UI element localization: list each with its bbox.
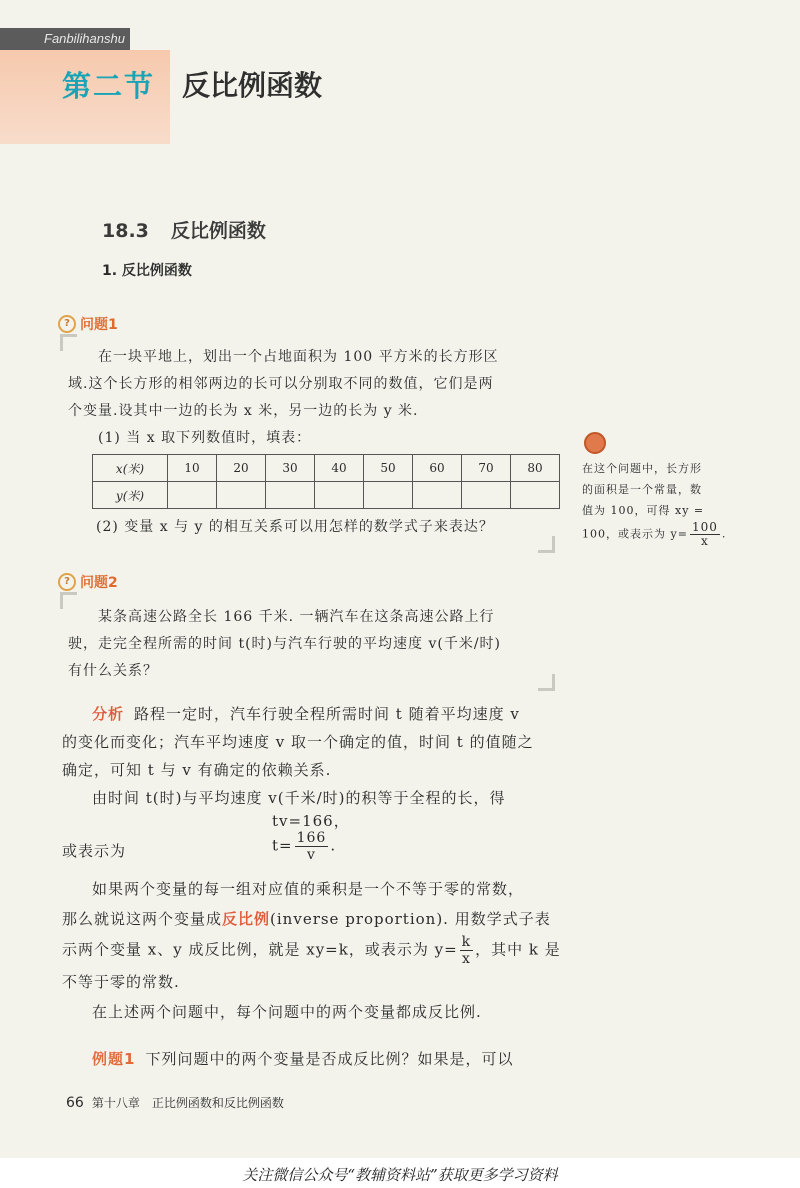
definition-term: 反比例 — [222, 910, 271, 928]
equation-tv: tv=166， — [272, 812, 350, 830]
table-cell — [168, 482, 217, 509]
definition-line3-pre: 示两个变量 x、y 成反比例，就是 xy=k，或表示为 y= — [62, 940, 458, 959]
table-cell: 80 — [511, 455, 560, 482]
table-cell — [364, 482, 413, 509]
table-header-y: y(米) — [93, 482, 168, 509]
section-title: 反比例函数 — [182, 69, 323, 102]
note-icon — [584, 432, 606, 454]
problem1-line3: 个变量.设其中一边的长为 x 米，另一边的长为 y 米. — [68, 403, 419, 419]
definition-line2 — [62, 904, 562, 934]
fraction-numerator: 166 — [296, 830, 327, 846]
definition-line3 — [62, 934, 562, 967]
table-cell: 10 — [168, 455, 217, 482]
analysis-line2: 的变化而变化；汽车平均速度 v 取一个确定的值，时间 t 的值随之 — [62, 733, 534, 751]
table-row — [93, 455, 560, 482]
table-cell — [413, 482, 462, 509]
subsection-number: 18.3 — [102, 220, 149, 242]
definition-line3-post: ，其中 k 是 — [475, 940, 561, 959]
problem2-line1: 某条高速公路全长 166 千米. 一辆汽车在这条高速公路上行 — [98, 609, 495, 625]
page-number: 66 — [66, 1095, 84, 1111]
side-note-line3: 值为 100，可得 xy = — [582, 504, 705, 517]
analysis-line1 — [62, 700, 562, 728]
definition-line5: 在上述两个问题中，每个问题中的两个变量都成反比例. — [92, 1003, 482, 1021]
fraction-numerator: k — [461, 934, 472, 950]
definition-fraction — [460, 934, 473, 967]
side-note-fraction — [690, 521, 720, 548]
table-cell: 40 — [315, 455, 364, 482]
table-cell — [462, 482, 511, 509]
problem2-line3: 有什么关系？ — [68, 663, 158, 679]
table-cell: 20 — [217, 455, 266, 482]
analysis-line4: 由时间 t(时)与平均速度 v(千米/时)的积等于全程的长，得 — [92, 789, 506, 807]
table-cell — [511, 482, 560, 509]
table-row — [93, 482, 560, 509]
subsection-heading — [102, 216, 266, 243]
question-icon: ? — [58, 573, 76, 591]
page-footer — [66, 1094, 284, 1111]
problem1-q2: (2) 变量 x 与 y 的相互关系可以用怎样的数学式子来表达？ — [96, 519, 494, 535]
analysis-block — [62, 700, 562, 812]
chapter-title: 第十八章 正比例函数和反比例函数 — [91, 1096, 284, 1110]
analysis-line3: 确定，可知 t 与 v 有确定的依赖关系. — [62, 761, 332, 779]
table-cell — [266, 482, 315, 509]
header-tab: Fanbilihanshu — [0, 28, 130, 50]
example-tag: 例题1 — [92, 1050, 136, 1068]
side-note — [582, 458, 732, 548]
problem1-label: 问题1 — [80, 317, 118, 333]
problem2-label: 问题2 — [80, 575, 118, 591]
side-note-line2: 的面积是一个常量，数 — [582, 483, 702, 496]
analysis-line1-text: 路程一定时，汽车行驶全程所需时间 t 随着平均速度 v — [134, 705, 520, 723]
question-icon: ? — [58, 315, 76, 333]
definition-block — [62, 874, 562, 1027]
problem1-body — [68, 344, 558, 452]
example-text: 下列问题中的两个变量是否成反比例？如果是，可以 — [145, 1050, 514, 1068]
table-header-x: x(米) — [93, 455, 168, 482]
fraction-denominator: v — [307, 847, 316, 863]
problem1-line1: 在一块平地上，划出一个占地面积为 100 平方米的长方形区 — [98, 349, 499, 365]
watermark-text: 关注微信公众号“教辅资料站”获取更多学习资料 — [242, 1166, 558, 1184]
or-label: 或表示为 — [62, 842, 127, 860]
table-cell: 50 — [364, 455, 413, 482]
equation-t — [272, 830, 336, 863]
analysis-tag: 分析 — [92, 705, 125, 723]
side-note-line1: 在这个问题中，长方形 — [582, 462, 702, 475]
problem1-tag — [58, 314, 118, 334]
table-cell — [217, 482, 266, 509]
side-note-line4 — [582, 521, 732, 548]
table-cell: 30 — [266, 455, 315, 482]
table-cell: 70 — [462, 455, 511, 482]
section-number: 第二节 — [62, 69, 156, 103]
example1 — [92, 1046, 562, 1073]
equation-t-fraction — [295, 830, 329, 863]
fraction-numerator: 100 — [691, 520, 718, 534]
subsection-title: 反比例函数 — [170, 220, 266, 242]
table-cell: 60 — [413, 455, 462, 482]
subsection-item: 1. 反比例函数 — [102, 263, 192, 279]
equation-t-end: . — [330, 836, 337, 855]
problem2-line2: 驶，走完全程所需的时间 t(时)与汽车行驶的平均速度 v(千米/时) — [68, 636, 501, 652]
definition-line2-pre: 那么就说这两个变量成 — [62, 910, 223, 928]
definition-line2-post: (inverse proportion). 用数学式子表 — [270, 910, 551, 928]
definition-line4: 不等于零的常数. — [62, 973, 180, 991]
side-note-line4-text: 100，或表示为 y= — [582, 527, 688, 541]
values-table — [92, 454, 560, 509]
problem2-body — [68, 604, 558, 685]
problem1-line2: 域.这个长方形的相邻两边的长可以分别取不同的数值，它们是两 — [68, 376, 494, 392]
definition-line1: 如果两个变量的每一组对应值的乘积是一个不等于零的常数， — [92, 880, 525, 898]
equation-t-lhs: t= — [272, 836, 293, 855]
side-note-end: . — [721, 527, 727, 541]
fraction-denominator: x — [461, 951, 471, 967]
fraction-denominator: x — [701, 534, 709, 548]
problem1-q1: (1) 当 x 取下列数值时，填表： — [98, 430, 312, 446]
problem2-tag — [58, 572, 118, 592]
table-cell — [315, 482, 364, 509]
